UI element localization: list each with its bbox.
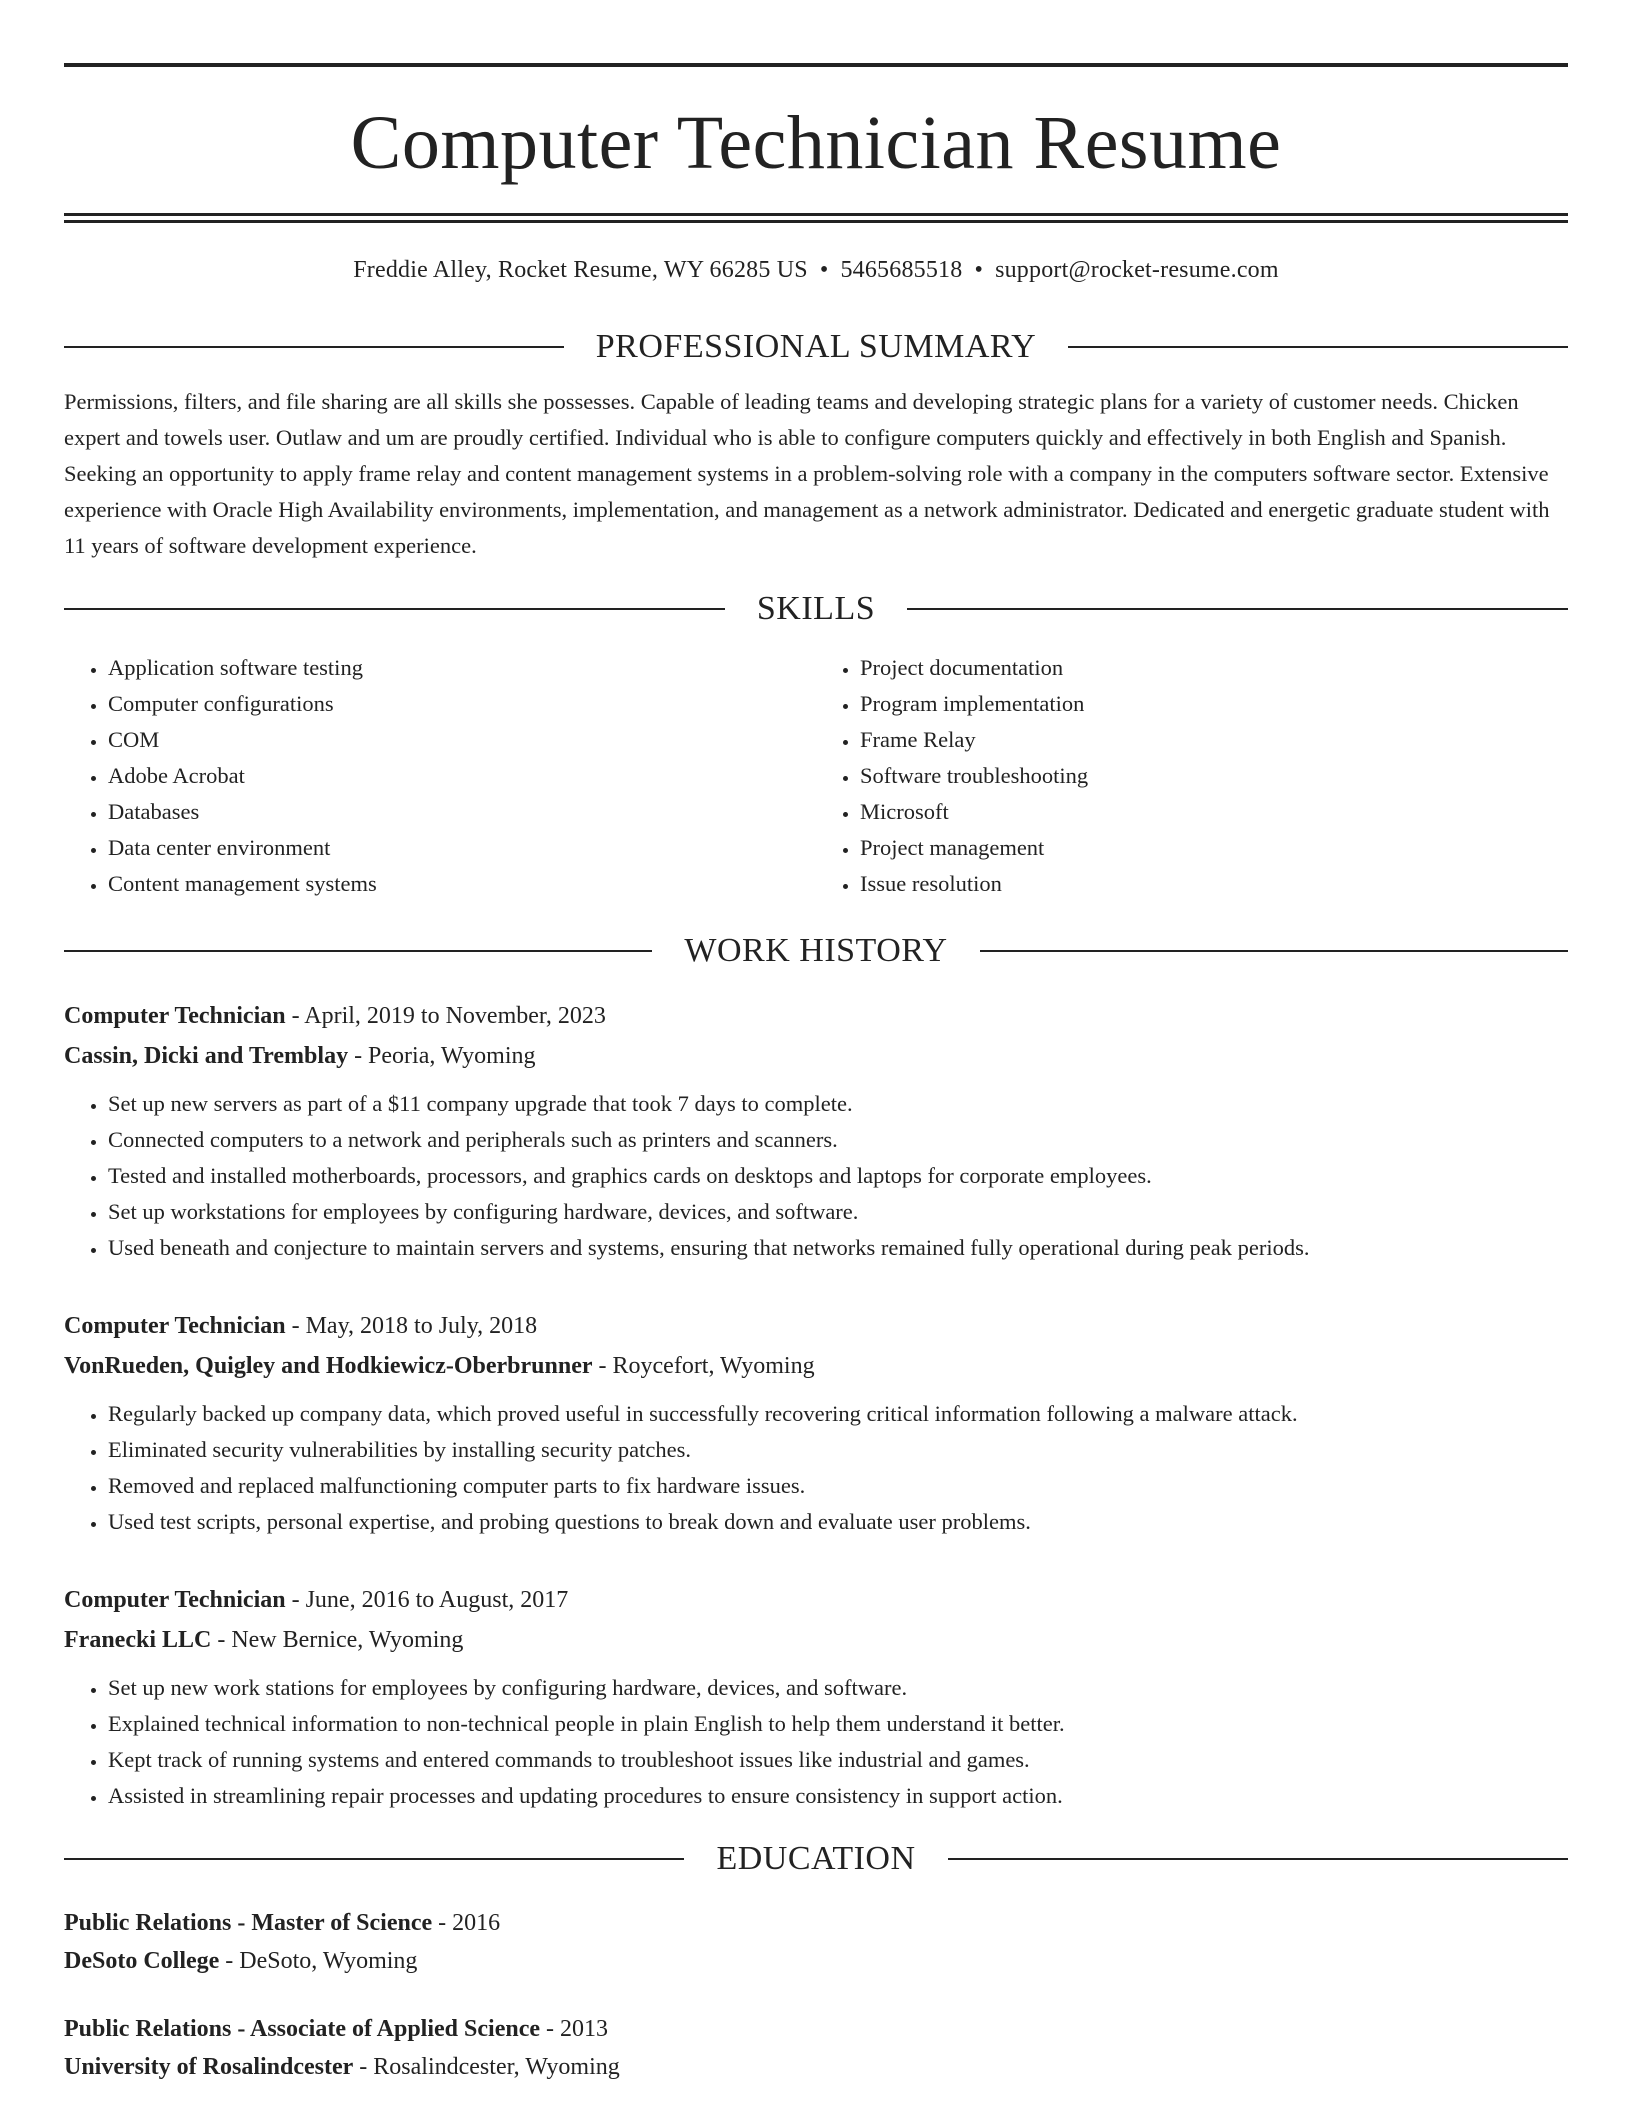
section-title: WORK HISTORY (684, 932, 948, 969)
contact-email[interactable]: support@rocket-resume.com (995, 257, 1279, 283)
section-title: SKILLS (756, 590, 876, 627)
job-title: Computer Technician (64, 1003, 286, 1029)
job-location: - Roycefort, Wyoming (592, 1353, 815, 1379)
education-degree-line (64, 2010, 1568, 2048)
summary-text: Permissions, filters, and file sharing are all skills she possesses. Capable of leading teams and developing strategic plans for a variety of customer needs. Chicken expert and towels user. Outlaw and um are proudly certified. Individual who is able to configure computers quickly and effectively in both English and Spanish. Seeking an opportunity to apply frame relay and content management systems in a problem-solving role with a company in the computers software sector. Extensive experience with Oracle High Availability environments, implementation, and management as a network administrator. Dedicated and energetic graduate student with 11 years of software development experience. (64, 389, 1550, 558)
job-title-line (64, 1306, 1568, 1346)
job-bullet: • Used test scripts, personal expertise, and probing questions to break down and evaluate user problems. (108, 1504, 1568, 1540)
skills-section-header (64, 592, 1568, 626)
job-bullets (64, 1396, 1568, 1540)
job-bullet: • Set up new servers as part of a $11 company upgrade that took 7 days to complete. (108, 1086, 1568, 1122)
job-company-line (64, 1346, 1568, 1386)
skill-item: • Content management systems (108, 866, 816, 902)
education-location: - Rosalindcester, Wyoming (353, 2054, 620, 2080)
education-section-header (64, 1842, 1568, 1876)
education-location: - DeSoto, Wyoming (219, 1948, 418, 1974)
resume-title: Computer Technician Resume (350, 101, 1282, 185)
job-bullet: • Regularly backed up company data, which proved useful in successfully recovering critical information following a malware attack. (108, 1396, 1568, 1432)
job-title: Computer Technician (64, 1313, 286, 1339)
section-rule-left (64, 608, 725, 610)
job-bullet: • Connected computers to a network and peripherals such as printers and scanners. (108, 1122, 1568, 1158)
skill-item: • Data center environment (108, 830, 816, 866)
job-dates: - April, 2019 to November, 2023 (285, 1003, 606, 1029)
section-rule-right (907, 608, 1568, 610)
contact-address: Freddie Alley, Rocket Resume, WY 66285 US (353, 257, 808, 283)
job-bullet: • Removed and replaced malfunctioning computer parts to fix hardware issues. (108, 1468, 1568, 1504)
job-title: Computer Technician (64, 1587, 286, 1613)
section-rule-left (64, 950, 652, 952)
job-bullet: • Tested and installed motherboards, processors, and graphics cards on desktops and laptops for corporate employees. (108, 1158, 1568, 1194)
skill-item: • Databases (108, 794, 816, 830)
skill-item: • Computer configurations (108, 686, 816, 722)
skill-item: • Project documentation (860, 650, 1568, 686)
skill-item: • Software troubleshooting (860, 758, 1568, 794)
skill-item: • Project management (860, 830, 1568, 866)
education-degree: Public Relations - Master of Science (64, 1910, 433, 1936)
job-bullets (64, 1086, 1568, 1266)
job-title-line (64, 1580, 1568, 1620)
skill-item: • Microsoft (860, 794, 1568, 830)
education-entry (64, 1904, 1568, 1980)
contact-separator: • (974, 257, 984, 283)
skill-item: • Issue resolution (860, 866, 1568, 902)
education-school: DeSoto College (64, 1948, 220, 1974)
job-entry (64, 1580, 1568, 1814)
contact-phone[interactable]: 5465685518 (840, 257, 963, 283)
contact-line (64, 258, 1568, 282)
section-rule-right (980, 950, 1568, 952)
skills-list (64, 650, 1568, 902)
job-bullet: • Kept track of running systems and entered commands to troubleshoot issues like industrial and games. (108, 1742, 1568, 1778)
skill-item: • COM (108, 722, 816, 758)
contact-separator: • (819, 257, 829, 283)
top-rule (64, 63, 1568, 67)
job-company: Franecki LLC (64, 1627, 212, 1653)
work-section-header (64, 934, 1568, 968)
job-title-line (64, 996, 1568, 1036)
job-location: - Peoria, Wyoming (348, 1043, 536, 1069)
education-year: - 2016 (432, 1910, 501, 1936)
skill-item: • Application software testing (108, 650, 816, 686)
section-rule-left (64, 346, 564, 348)
education-year: - 2013 (540, 2016, 608, 2042)
skills-column-left (64, 650, 816, 902)
job-dates: - May, 2018 to July, 2018 (285, 1313, 538, 1339)
job-company-line (64, 1620, 1568, 1660)
summary-section-header (64, 330, 1568, 364)
section-rule-right (948, 1858, 1568, 1860)
job-bullet: • Assisted in streamlining repair processes and updating procedures to ensure consistency in support action. (108, 1778, 1568, 1814)
job-bullet: • Eliminated security vulnerabilities by installing security patches. (108, 1432, 1568, 1468)
education-school-line (64, 2048, 1568, 2086)
job-company-line (64, 1036, 1568, 1076)
section-title: PROFESSIONAL SUMMARY (595, 328, 1037, 365)
section-rule-left (64, 1858, 684, 1860)
skill-item: • Program implementation (860, 686, 1568, 722)
section-rule-right (1068, 346, 1568, 348)
education-entry (64, 2010, 1568, 2086)
title-double-rule (64, 213, 1568, 223)
job-location: - New Bernice, Wyoming (211, 1627, 464, 1653)
education-school: University of Rosalindcester (64, 2054, 354, 2080)
job-bullet: • Used beneath and conjecture to maintain servers and systems, ensuring that networks remained fully operational during peak periods. (108, 1230, 1568, 1266)
skills-column-right (816, 650, 1568, 902)
job-company: Cassin, Dicki and Tremblay (64, 1043, 349, 1069)
education-degree-line (64, 1904, 1568, 1942)
job-bullet: • Set up new work stations for employees by configuring hardware, devices, and software. (108, 1670, 1568, 1706)
job-entry (64, 1306, 1568, 1540)
job-company: VonRueden, Quigley and Hodkiewicz-Oberbrunner (64, 1353, 593, 1379)
job-entry (64, 996, 1568, 1266)
skill-item: • Frame Relay (860, 722, 1568, 758)
job-bullets (64, 1670, 1568, 1814)
skill-item: • Adobe Acrobat (108, 758, 816, 794)
education-degree: Public Relations - Associate of Applied Science (64, 2016, 540, 2042)
job-bullet: • Set up workstations for employees by configuring hardware, devices, and software. (108, 1194, 1568, 1230)
section-title: EDUCATION (716, 1840, 916, 1877)
education-school-line (64, 1942, 1568, 1980)
job-bullet: • Explained technical information to non-technical people in plain English to help them understand it better. (108, 1706, 1568, 1742)
job-dates: - June, 2016 to August, 2017 (285, 1587, 569, 1613)
